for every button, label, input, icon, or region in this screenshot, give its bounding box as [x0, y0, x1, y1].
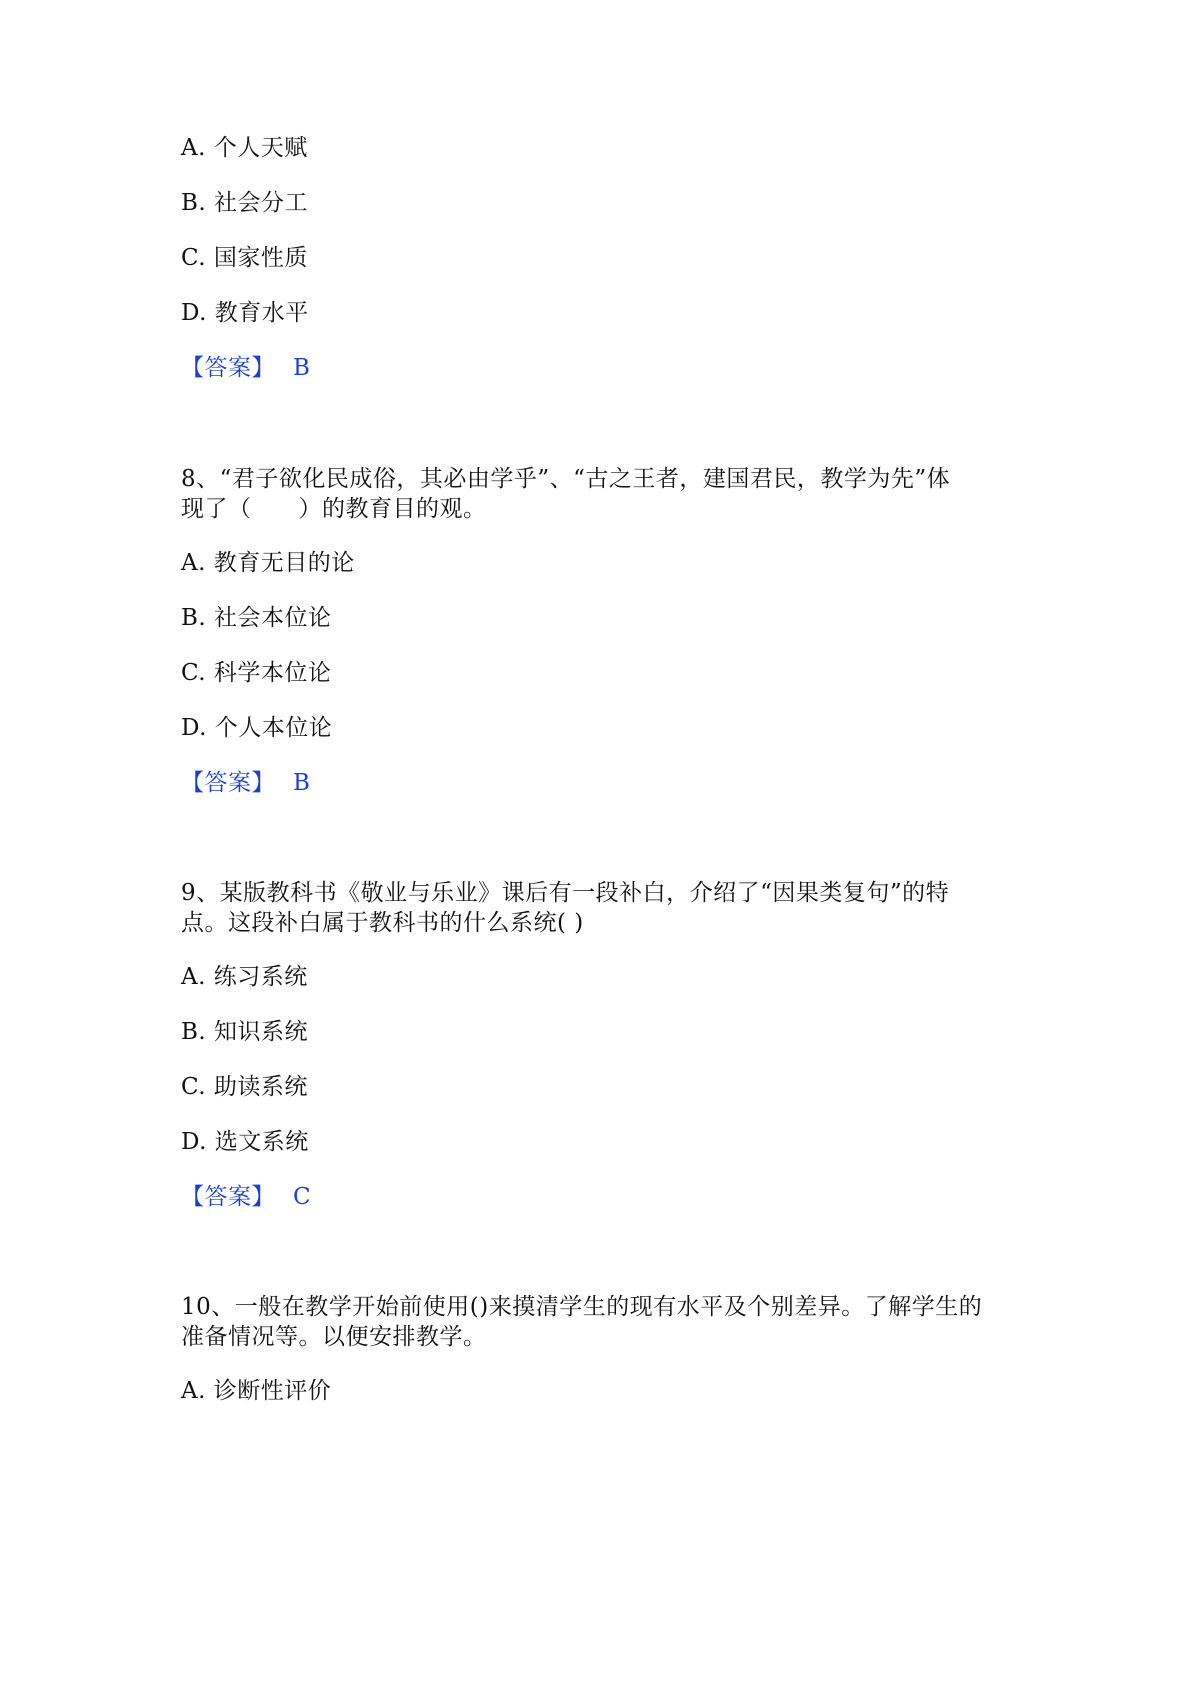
- answer-value: B: [293, 355, 311, 381]
- q9-option-b: B. 知识系统: [181, 1019, 309, 1045]
- answer-label: 【答案】: [181, 770, 275, 796]
- q8-option-c: C. 科学本位论: [181, 660, 332, 686]
- q8-answer: [181, 768, 310, 798]
- answer-value: B: [293, 770, 311, 796]
- q10-stem-line2: 准备情况等。以便安排教学。: [181, 1324, 487, 1350]
- q7-option-b: B. 社会分工: [181, 190, 309, 216]
- q9-stem-line2: 点。这段补白属于教科书的什么系统( ): [181, 910, 584, 936]
- q9-answer: [181, 1182, 311, 1212]
- q9-stem-line1: 9、某版教科书《敬业与乐业》课后有一段补白，介绍了“因果类复句”的特: [181, 880, 950, 906]
- q9-option-c: C. 助读系统: [181, 1074, 308, 1100]
- q7-answer: [181, 353, 310, 383]
- q8-option-a: A. 教育无目的论: [181, 550, 355, 576]
- q10-option-a: A. 诊断性评价: [181, 1378, 332, 1404]
- q9-option-d: D. 选文系统: [181, 1129, 309, 1155]
- answer-label: 【答案】: [181, 1184, 275, 1210]
- q7-option-d: D. 教育水平: [181, 300, 309, 326]
- q8-option-d: D. 个人本位论: [181, 715, 333, 741]
- q7-option-c: C. 国家性质: [181, 245, 308, 271]
- q8-option-b: B. 社会本位论: [181, 605, 332, 631]
- q8-stem-line2: 现了（ ）的教育目的观。: [181, 496, 487, 522]
- q9-option-a: A. 练习系统: [181, 964, 308, 990]
- answer-value: C: [293, 1184, 312, 1210]
- q7-option-a: A. 个人天赋: [181, 135, 308, 161]
- q8-stem-line1: 8、“君子欲化民成俗，其必由学乎”、“古之王者，建国君民，教学为先”体: [181, 466, 951, 492]
- answer-label: 【答案】: [181, 355, 275, 381]
- q10-stem-line1: 10、一般在教学开始前使用()来摸清学生的现有水平及个别差异。了解学生的: [181, 1294, 983, 1320]
